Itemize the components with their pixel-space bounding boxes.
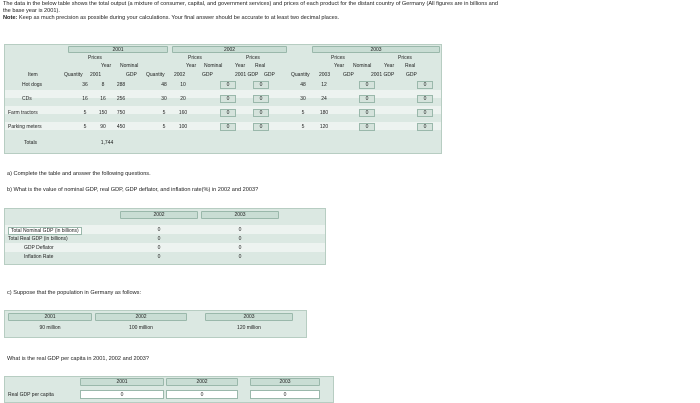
summary-answer-input[interactable]: 0 <box>157 236 161 242</box>
col-year: Year <box>235 63 246 69</box>
answer-value: 0 <box>259 124 263 130</box>
answer-value: 0 <box>226 124 230 130</box>
answer-value: 0 <box>365 82 369 88</box>
population-year-2002: 2002 <box>95 313 187 321</box>
col-prices: Prices <box>398 55 412 61</box>
summary-answer-input[interactable]: 0 <box>238 245 242 251</box>
table-cell: 48 <box>161 82 167 88</box>
answer-input[interactable] <box>359 81 375 89</box>
answer-value: 0 <box>365 110 369 116</box>
table-cell: 16 <box>100 96 106 102</box>
col-prices: Prices <box>88 55 102 61</box>
answer-input[interactable] <box>417 123 433 131</box>
col-year: Year <box>186 63 197 69</box>
per-capita-label: Real GDP per capita <box>8 392 54 398</box>
table-row-item: Parking meters <box>8 124 42 130</box>
col-year: Year <box>101 63 112 69</box>
col-year: Year <box>334 63 345 69</box>
table-cell: 20 <box>180 96 186 102</box>
table-cell: 5 <box>162 124 166 130</box>
table-cell: 5 <box>162 110 166 116</box>
table-cell: 450 <box>116 124 126 130</box>
table-cell: 48 <box>300 82 306 88</box>
summary-answer-input[interactable]: 0 <box>238 236 242 242</box>
answer-input[interactable] <box>220 109 236 117</box>
answer-value: 0 <box>365 96 369 102</box>
table-cell: 24 <box>321 96 327 102</box>
answer-value: 0 <box>423 124 427 130</box>
year-header-2003: 2003 <box>312 46 440 53</box>
col-prices: Prices <box>188 55 202 61</box>
per-capita-2002-input[interactable]: 0 <box>166 390 238 399</box>
col-nominal: Nominal <box>353 63 372 69</box>
answer-input[interactable] <box>220 81 236 89</box>
answer-value: 0 <box>226 96 230 102</box>
population-2001: 90 million <box>39 325 61 331</box>
population-2003: 120 million <box>237 325 261 331</box>
table-cell: 12 <box>321 82 327 88</box>
col-prices: Prices <box>331 55 345 61</box>
answer-input[interactable] <box>220 95 236 103</box>
table-cell: 8 <box>101 82 105 88</box>
col-quantity: Quantity <box>146 72 165 78</box>
question-c: c) Suppose that the population in Germany as follows: <box>7 290 142 296</box>
table-cell: 256 <box>116 96 126 102</box>
col-prices: Prices <box>246 55 260 61</box>
summary-row-label: Total Real GDP (in billions) <box>8 236 68 242</box>
year-header-2002: 2002 <box>120 211 198 219</box>
summary-answer-input[interactable]: 0 <box>157 254 161 260</box>
table-cell: 30 <box>161 96 167 102</box>
intro-line-2: the base year is 2001). <box>3 8 60 14</box>
answer-value: 0 <box>259 96 263 102</box>
table-cell: 16 <box>82 96 88 102</box>
col-2001-gdp: 2001 GDP <box>371 72 395 78</box>
year-header-2001: 2001 <box>68 46 168 53</box>
table-row-item: CDs <box>22 96 32 102</box>
per-capita-year-2001: 2001 <box>80 378 164 386</box>
summary-answer-input[interactable]: 0 <box>238 254 242 260</box>
year-header-2003: 2003 <box>201 211 279 219</box>
table-row-item: Farm tractors <box>8 110 38 116</box>
intro-note <box>3 15 697 22</box>
col-real: Real <box>255 63 266 69</box>
answer-input[interactable] <box>359 123 375 131</box>
col-gdp: GDP <box>202 72 213 78</box>
summary-row-label: Total Nominal GDP (in billions) <box>8 227 82 235</box>
answer-input[interactable] <box>253 123 269 131</box>
summary-row-label: Inflation Rate <box>24 254 54 260</box>
answer-input[interactable] <box>253 95 269 103</box>
col-nominal: Nominal <box>120 63 139 69</box>
col-quantity: Quantity <box>64 72 83 78</box>
per-capita-year-2002: 2002 <box>166 378 238 386</box>
summary-answer-input[interactable]: 0 <box>157 245 161 251</box>
answer-value: 0 <box>365 124 369 130</box>
answer-input[interactable] <box>417 81 433 89</box>
col-gdp: GDP <box>343 72 354 78</box>
total-2001-gdp: 1,744 <box>100 140 114 146</box>
table-cell: 5 <box>301 110 305 116</box>
table-row-item: Hot dogs <box>22 82 43 88</box>
answer-value: 0 <box>259 82 263 88</box>
population-year-2003: 2003 <box>205 313 293 321</box>
table-cell: 120 <box>319 124 329 130</box>
col-item: Item <box>28 72 38 78</box>
per-capita-2003-input[interactable]: 0 <box>250 390 320 399</box>
totals-label: Totals <box>24 140 38 146</box>
note-label: Note: <box>3 15 18 21</box>
answer-value: 0 <box>423 96 427 102</box>
note-text: Keep as much precision as possible during your calculations. Your final answer should be accurate to at least two decimal places. <box>18 15 340 21</box>
summary-answer-input[interactable]: 0 <box>157 227 161 233</box>
answer-value: 0 <box>423 110 427 116</box>
year-header-2002: 2002 <box>172 46 287 53</box>
table-cell: 5 <box>83 110 87 116</box>
answer-input[interactable] <box>417 95 433 103</box>
col-gdp: GDP <box>126 72 137 78</box>
answer-input[interactable] <box>359 109 375 117</box>
intro-text <box>3 1 697 22</box>
col-year-2003: 2003 <box>319 72 331 78</box>
table-cell: 36 <box>82 82 88 88</box>
question-d: What is the real GDP per capita in 2001, 2002 and 2003? <box>7 356 150 362</box>
answer-input[interactable] <box>253 81 269 89</box>
col-year: Year <box>384 63 395 69</box>
col-year-2002: 2002 <box>174 72 186 78</box>
table-cell: 5 <box>83 124 87 130</box>
table-cell: 150 <box>98 110 108 116</box>
col-nominal: Nominal <box>204 63 223 69</box>
population-2002: 100 million <box>129 325 153 331</box>
col-real: Real <box>405 63 416 69</box>
question-b: b) What is the value of nominal GDP, real GDP, GDP deflator, and inflation rate(%) in 2002 and 2003? <box>7 187 259 193</box>
table-cell: 90 <box>100 124 106 130</box>
table-cell: 750 <box>116 110 126 116</box>
table-cell: 160 <box>178 110 188 116</box>
answer-input[interactable] <box>253 109 269 117</box>
answer-input[interactable] <box>220 123 236 131</box>
col-quantity: Quantity <box>291 72 310 78</box>
answer-input[interactable] <box>417 109 433 117</box>
per-capita-2001-input[interactable]: 0 <box>80 390 164 399</box>
answer-input[interactable] <box>359 95 375 103</box>
question-a: a) Complete the table and answer the following questions. <box>7 171 151 177</box>
answer-value: 0 <box>423 82 427 88</box>
col-gdp: GDP <box>406 72 417 78</box>
answer-value: 0 <box>259 110 263 116</box>
table-cell: 5 <box>301 124 305 130</box>
col-year-2001: 2001 <box>90 72 102 78</box>
summary-row-label: GDP Deflator <box>24 245 54 251</box>
answer-value: 0 <box>226 110 230 116</box>
col-gdp: GDP <box>264 72 275 78</box>
table-cell: 288 <box>116 82 126 88</box>
answer-value: 0 <box>226 82 230 88</box>
table-cell: 100 <box>178 124 188 130</box>
population-year-2001: 2001 <box>8 313 92 321</box>
table-cell: 180 <box>319 110 329 116</box>
col-2001-gdp: 2001 GDP <box>235 72 259 78</box>
intro-line-1: The data in the below table shows the total output (a mixture of consumer, capital, and government services) and prices of each product for the distant country of Germany (All figures are in billions and <box>3 1 498 7</box>
table-cell: 30 <box>300 96 306 102</box>
table-cell: 10 <box>180 82 186 88</box>
summary-answer-input[interactable]: 0 <box>238 227 242 233</box>
per-capita-year-2003: 2003 <box>250 378 320 386</box>
